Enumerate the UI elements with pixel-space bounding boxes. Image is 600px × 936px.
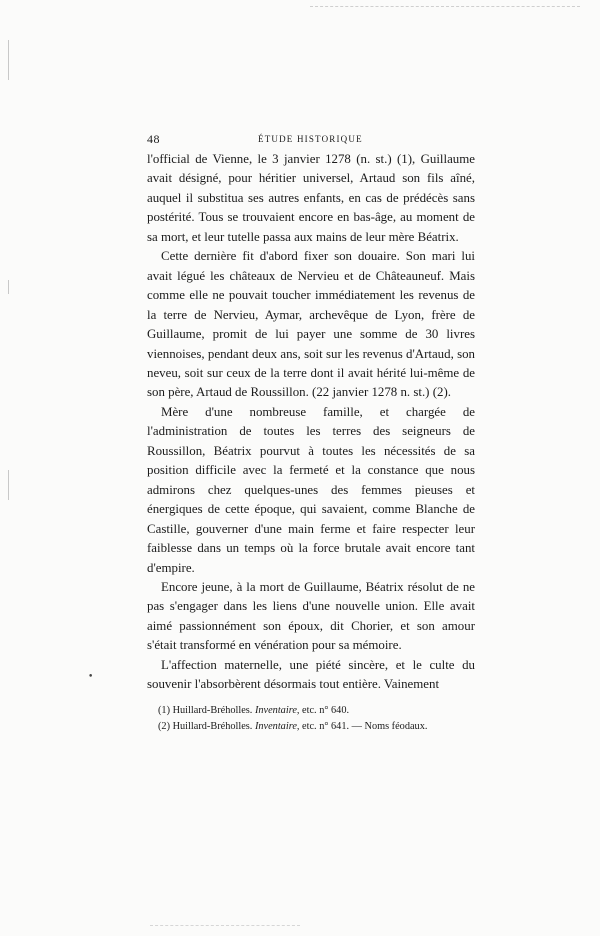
footnote-author: Huillard-Bréholles. <box>172 721 253 732</box>
paragraph: Encore jeune, à la mort de Guillaume, Béatrix résolut de ne pas s'engager dans les liens d'une nouvelle union. Elle avait aimé passionnément son époux, dit Chorier, et son amour s'était transformé en vénération pour sa mémoire. <box>147 579 475 653</box>
footnote-author: Huillard-Bréholles. <box>172 705 253 716</box>
page-number: 48 <box>147 132 160 146</box>
paragraph: Mère d'une nombreuse famille, et chargée de l'administration de toutes les terres des seigneurs de Roussillon, Béatrix pourvut à toutes les nécessités de sa position difficile avec la fermeté et la constance que nous admirons chez quelques-unes des femmes pieuses et énergiques de cette époque, qui savaient, comme Blanche de Castille, gouverner d'une main ferme et faire respecter leur faiblesse dans un temps où la force brutale avait encore tant d'empire. <box>147 404 475 575</box>
footnote-work: Inventaire, <box>254 705 300 716</box>
footnote <box>158 703 478 719</box>
footnote-number: (1) <box>158 705 171 716</box>
scan-margin-mark <box>8 280 9 294</box>
paragraph: l'official de Vienne, le 3 janvier 1278 (n. st.) (1), Guillaume avait désigné, pour héritier universel, Artaud son fils aîné, auquel il substitua ses autres enfants, en cas de prédécès sans postérité. Tous se trouvaient encore en bas-âge, au moment de sa mort, et leur tutelle passa aux mains de leur mère Béatrix. <box>147 152 475 244</box>
page-header <box>147 132 475 146</box>
scan-edge-top <box>310 6 580 8</box>
footnote <box>158 719 478 735</box>
scan-margin-mark <box>8 40 9 80</box>
scan-edge-bottom <box>150 925 300 927</box>
footnote-number: (2) <box>158 721 171 732</box>
footnote-rest: etc. n° 641. — Noms féodaux. <box>302 721 428 732</box>
paragraph: Cette dernière fit d'abord fixer son douaire. Son mari lui avait légué les châteaux de Nervieu et de Châteauneuf. Mais comme elle ne pouvait toucher immédiatement les revenus de la terre de Nervieu, Aymar, archevêque de Lyon, frère de Guillaume, promit de lui payer une somme de 30 livres viennoises, pendant deux ans, soit sur les revenus d'Artaud, son neveu, soit sur ceux de la terre dont il avait hérité lui-même de son père, Artaud de Roussillon. (22 janvier 1278 n. st.) (2). <box>147 249 475 400</box>
scan-margin-mark <box>8 470 9 500</box>
footnote-rest: etc. n° 640. <box>302 705 350 716</box>
footnote-work: Inventaire, <box>254 721 300 732</box>
footnotes <box>158 703 478 735</box>
margin-dot-icon: • <box>88 672 94 682</box>
body-text <box>147 150 475 695</box>
running-title: ÉTUDE HISTORIQUE <box>258 134 363 144</box>
paragraph: L'affection maternelle, une piété sincère, et le culte du souvenir l'absorbèrent désormais tout entière. Vainement <box>147 657 475 692</box>
